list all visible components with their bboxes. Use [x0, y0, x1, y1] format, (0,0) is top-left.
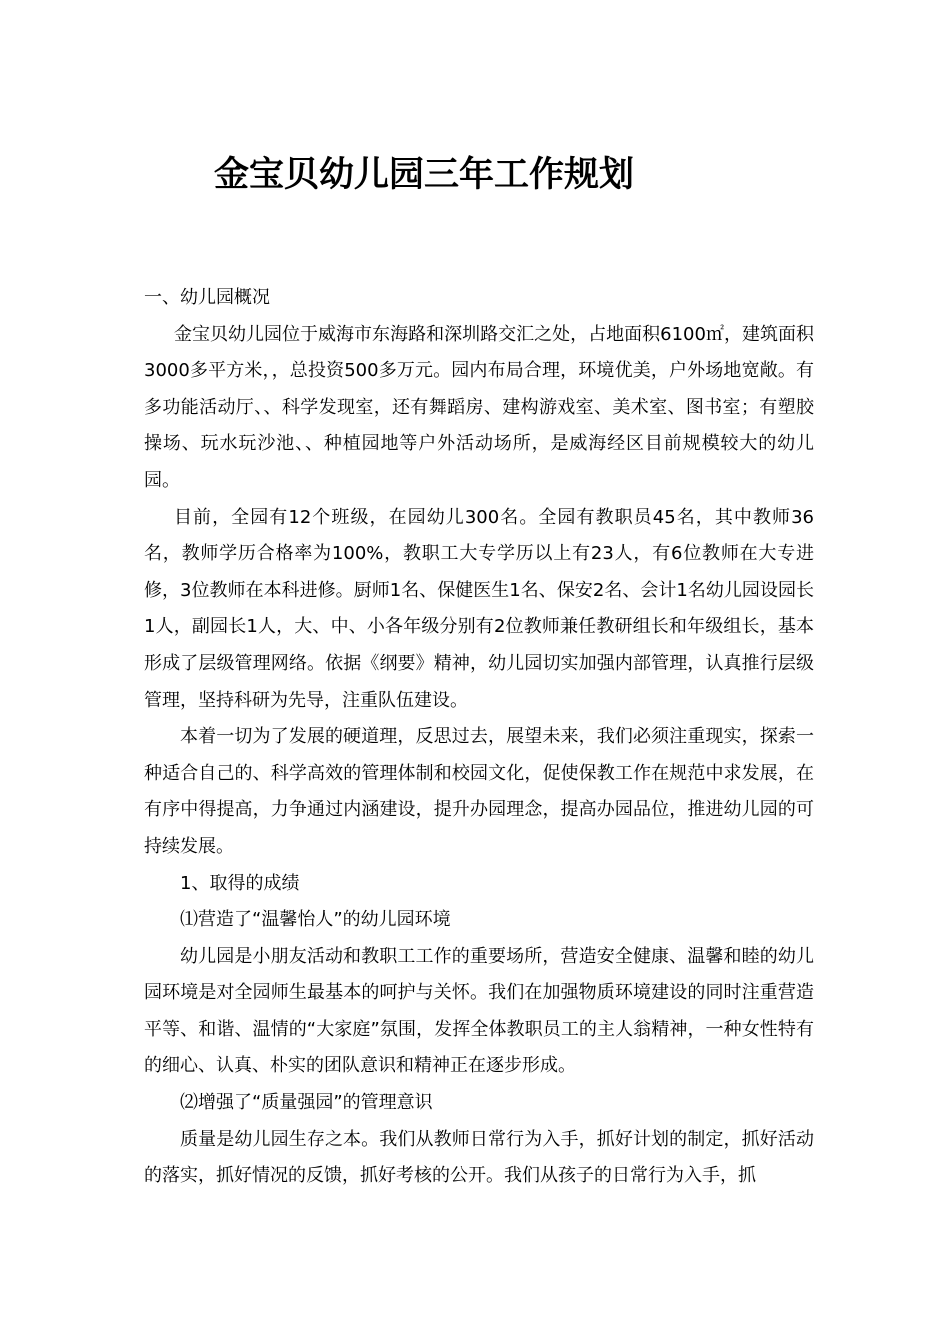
paragraph-environment: 幼儿园是小朋友活动和教职工工作的重要场所，营造安全健康、温馨和睦的幼儿园环境是对全园师生最基本的呵护与关怀。我们在加强物质环境建设的同时注重营造平等、和谐、温情的“大家庭”氛围，发挥全体教职员工的主人翁精神，一种女性特有的细心、认真、朴实的团队意识和精神正在逐步形成。 [144, 945, 814, 1077]
paragraph-overview-3: 本着一切为了发展的硬道理，反思过去，展望未来，我们必须注重现实，探索一种适合自己的、科学高效的管理体制和校园文化，促使保教工作在规范中求发展，在有序中得提高，力争通过内涵建设，提升办园理念，提高办园品位，推进幼儿园的可持续发展。 [144, 726, 814, 857]
section-heading-overview: 一、幼儿园概况 [144, 287, 270, 308]
section-heading-achievements: 1、取得的成绩 [180, 872, 300, 894]
subsection-heading-environment: ⑴营造了“温馨怡人”的幼儿园环境 [180, 909, 451, 931]
paragraph-quality: 质量是幼儿园生存之本。我们从教师日常行为入手，抓好计划的制定，抓好活动的落实，抓好情况的反馈，抓好考核的公开。我们从孩子的日常行为入手，抓 [144, 1128, 814, 1187]
subsection-heading-quality: ⑵增强了“质量强园”的管理意识 [180, 1092, 433, 1114]
paragraph-overview-1: 金宝贝幼儿园位于威海市东海路和深圳路交汇之处，占地面积6100㎡，建筑面积3000多平方米，，总投资500多万元。园内布局合理，环境优美，户外场地宽敞。有多功能活动厅、、科学发现室，还有舞蹈房、建构游戏室、美术室、图书室；有塑胶操场、玩水玩沙池、、种植园地等户外活动场所，是威海经区目前规模较大的幼儿园。 [144, 323, 814, 491]
document-body [144, 280, 814, 1195]
document-title: 金宝贝幼儿园三年工作规划 [214, 155, 635, 195]
paragraph-overview-2: 目前，全园有12个班级，在园幼儿300名。全园有教职员45名，其中教师36名，教师学历合格率为100%，教职工大专学历以上有23人，有6位教师在大专进修，3位教师在本科进修。厨师1名、保健医生1名、保安2名、会计1名幼儿园设园长1人，副园长1人，大、中、小各年级分别有2位教师兼任教研组长和年级组长，基本形成了层级管理网络。依据《纲要》精神，幼儿园切实加强内部管理，认真推行层级管理，坚持科研为先导，注重队伍建设。 [144, 506, 814, 711]
